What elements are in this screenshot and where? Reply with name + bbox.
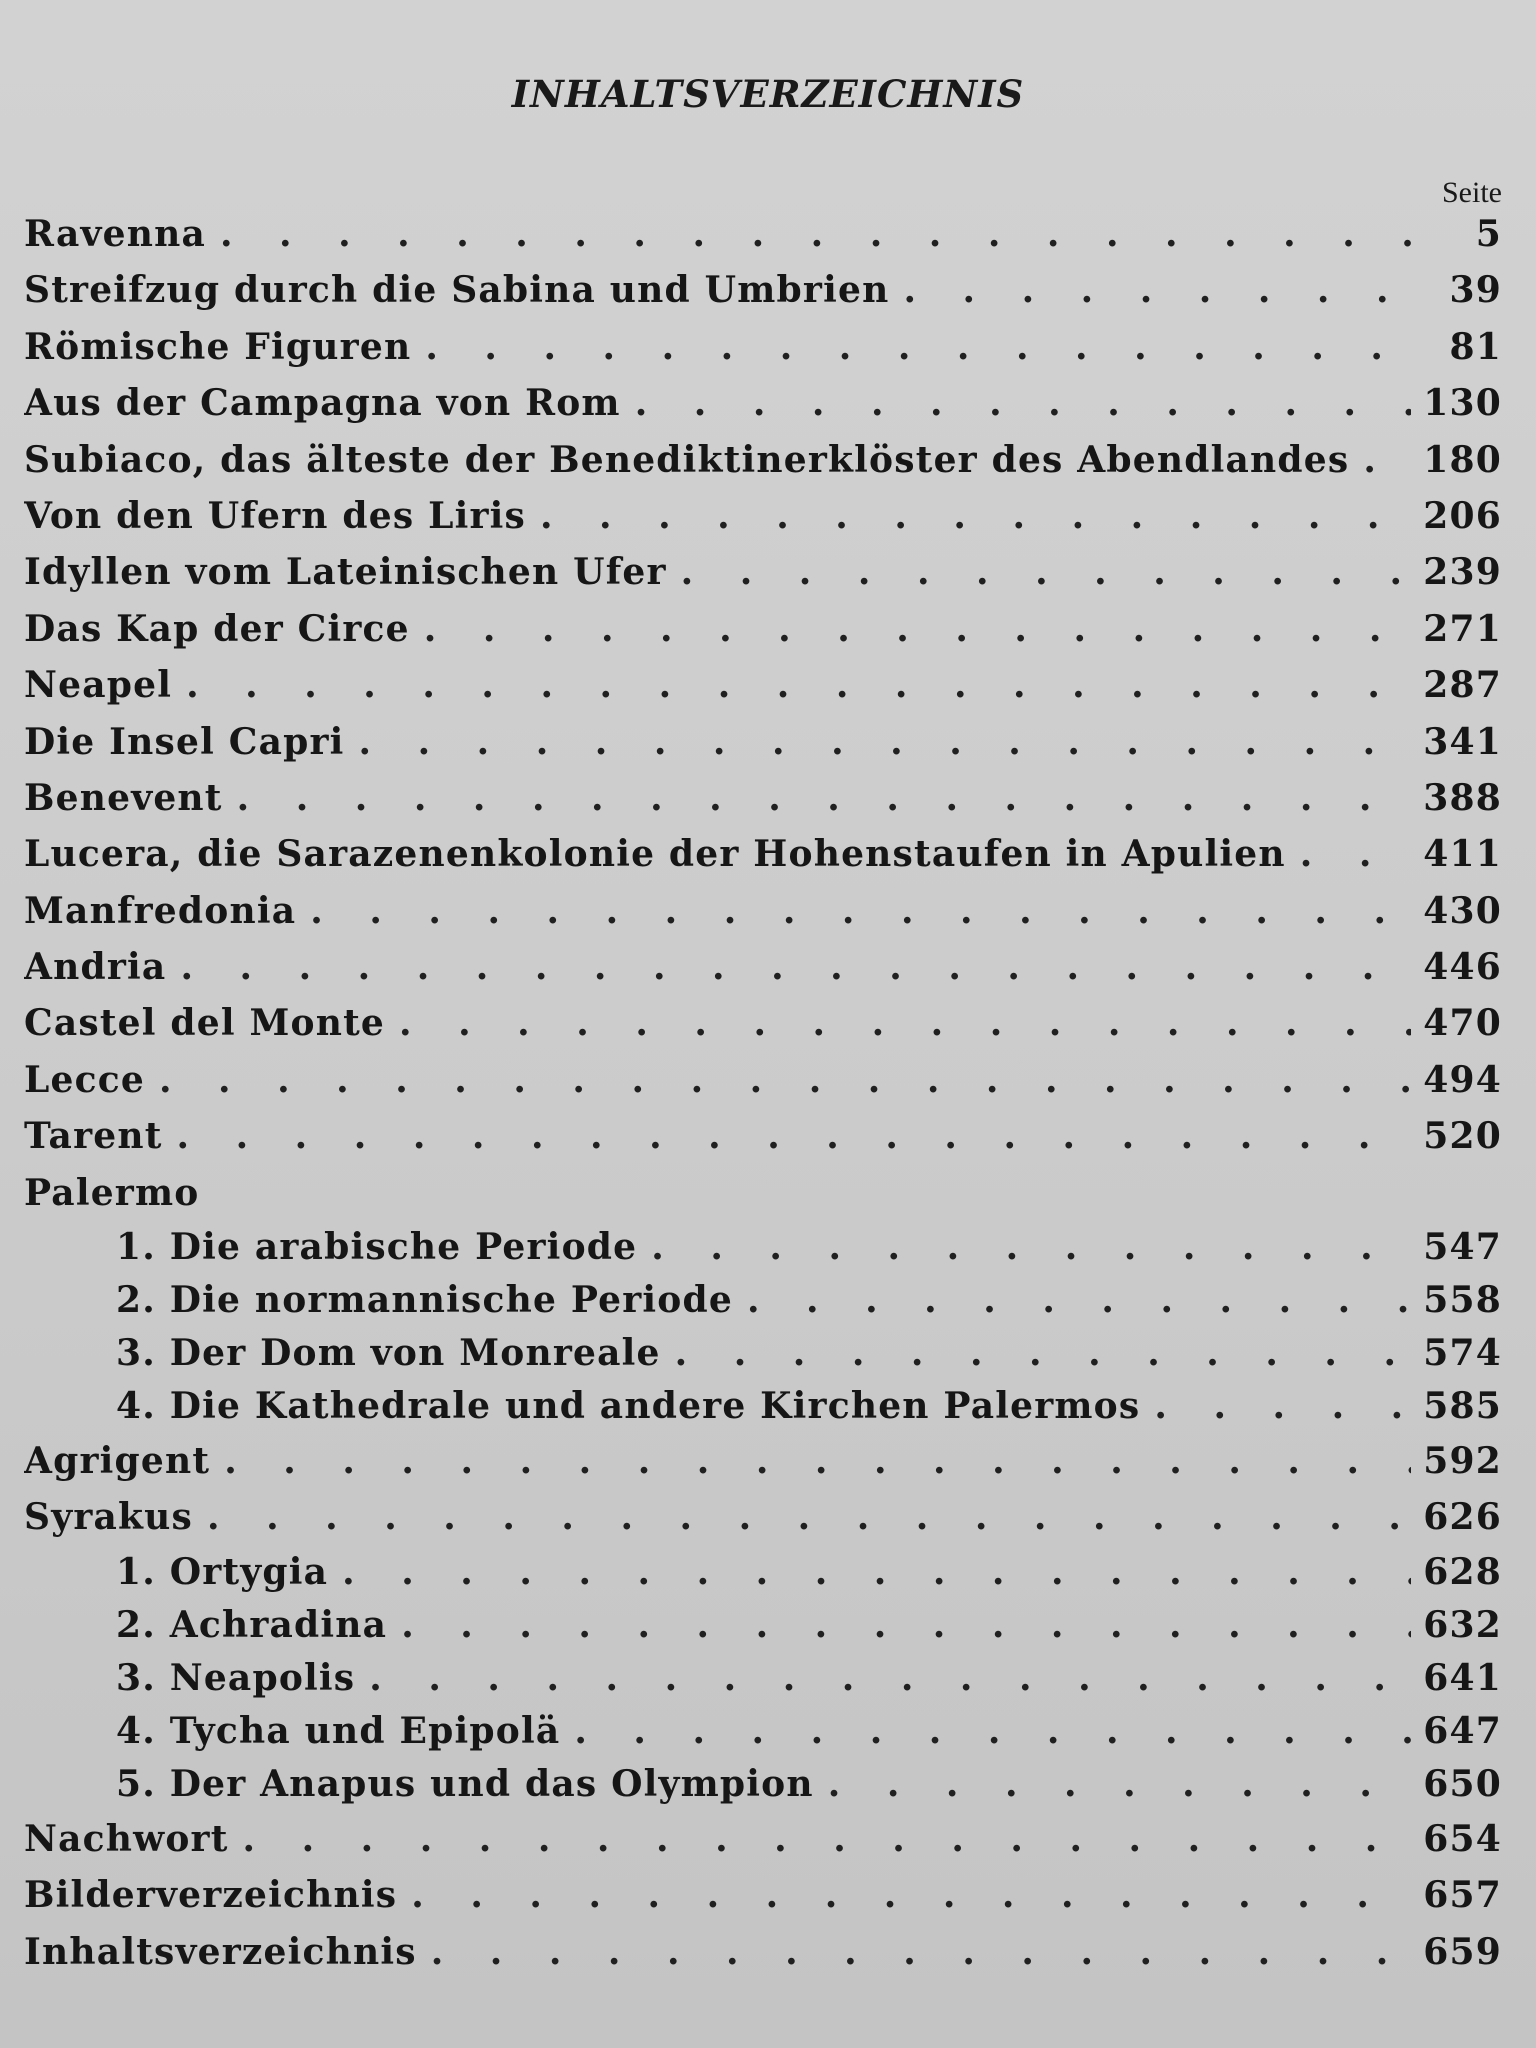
- toc-entry-page: 659: [1423, 1930, 1502, 1973]
- toc-subentry: [24, 1380, 1502, 1433]
- toc-entry: [24, 601, 1502, 657]
- toc-entry: [24, 1489, 1502, 1545]
- toc-entry-page: 430: [1423, 889, 1502, 932]
- toc-entry: [24, 770, 1502, 826]
- toc-entry-page: 239: [1423, 551, 1502, 594]
- toc-entry-page: 650: [1423, 1762, 1502, 1805]
- toc-entry-page: 5: [1475, 213, 1502, 255]
- leader-dots: [224, 1433, 1411, 1489]
- toc-subentry: [24, 1652, 1502, 1705]
- toc-entry-title: Agrigent: [24, 1440, 211, 1483]
- toc-subentry: [24, 1546, 1502, 1599]
- leader-dots: [237, 770, 1412, 826]
- leader-dots: [411, 1867, 1411, 1923]
- toc-entry-title: Von den Ufern des Liris: [24, 494, 526, 537]
- toc-subentry: [24, 1758, 1502, 1811]
- leader-dots: [243, 1811, 1412, 1867]
- toc-entry: [24, 1867, 1502, 1923]
- toc-entry-page: 626: [1423, 1496, 1502, 1539]
- toc-entry: [24, 1811, 1502, 1867]
- toc-entry-title: 4. Tycha und Epipolä: [116, 1709, 561, 1752]
- toc-entry-page: 585: [1423, 1385, 1502, 1428]
- toc-subentry: [24, 1221, 1502, 1274]
- leader-dots: [399, 995, 1411, 1051]
- leader-dots: [207, 1489, 1411, 1545]
- toc-entry-title: Römische Figuren: [24, 325, 412, 368]
- leader-dots: [574, 1705, 1411, 1758]
- toc-entry-title: Castel del Monte: [24, 1002, 386, 1045]
- toc-entry: [24, 714, 1502, 770]
- toc-entry-title: Tarent: [24, 1115, 163, 1158]
- toc-entry: [24, 883, 1502, 939]
- toc-subentry: [24, 1274, 1502, 1327]
- leader-dots: [180, 939, 1411, 995]
- toc-entry-page: 558: [1423, 1279, 1502, 1322]
- toc-entry-title: 5. Der Anapus und das Olympion: [116, 1762, 814, 1805]
- toc-entry: [24, 1108, 1502, 1164]
- toc-entry-title: Nachwort: [24, 1817, 229, 1860]
- toc-section-heading: [24, 1165, 1502, 1221]
- toc-entry: [24, 1052, 1502, 1108]
- leader-dots: [651, 1221, 1411, 1274]
- toc-entry-title: Das Kap der Circe: [24, 607, 410, 650]
- toc-entry-title: Palermo: [24, 1171, 200, 1214]
- toc-entry-title: Lucera, die Sarazenenkolonie der Hohenstaufen in Apulien: [24, 833, 1286, 876]
- toc-entry-page: 271: [1423, 607, 1502, 650]
- leader-dots: [1363, 432, 1411, 488]
- toc-entry: [24, 206, 1502, 262]
- toc-entry-page: 470: [1423, 1002, 1502, 1045]
- leader-dots: [1300, 826, 1412, 882]
- toc-entry: [24, 432, 1502, 488]
- toc-entry-page: 632: [1423, 1603, 1502, 1646]
- toc-entry-title: 3. Der Dom von Monreale: [116, 1332, 661, 1375]
- toc-entry-page: 287: [1423, 664, 1502, 707]
- toc-entry-title: Die Insel Capri: [24, 720, 345, 763]
- toc-entry-title: Neapel: [24, 664, 173, 707]
- toc-entry-page: 628: [1423, 1550, 1502, 1593]
- toc-entry-page: 592: [1423, 1440, 1502, 1483]
- page-column-header: Seite: [1442, 176, 1502, 209]
- toc-entry-title: Idyllen vom Lateinischen Ufer: [24, 551, 667, 594]
- toc-entry-page: 657: [1423, 1874, 1502, 1917]
- toc-entry-page: 180: [1423, 438, 1502, 481]
- leader-dots: [310, 883, 1411, 939]
- toc-entry-title: Ravenna: [24, 213, 206, 255]
- toc-entry-page: 81: [1449, 325, 1502, 368]
- toc-entry-page: 654: [1423, 1817, 1502, 1860]
- toc-entry-page: 446: [1423, 946, 1502, 989]
- leader-dots: [186, 657, 1411, 713]
- leader-dots: [177, 1108, 1412, 1164]
- toc-subentry: [24, 1599, 1502, 1652]
- toc-entry: [24, 1433, 1502, 1489]
- toc-entry-page: 641: [1423, 1656, 1502, 1699]
- toc-entry: [24, 375, 1502, 431]
- toc-entry-page: 494: [1423, 1058, 1502, 1101]
- leader-dots: [681, 544, 1412, 600]
- toc-entry-page: 39: [1449, 269, 1502, 312]
- toc-entry-title: 2. Die normannische Periode: [116, 1279, 733, 1322]
- toc-entry-title: Bilderverzeichnis: [24, 1874, 398, 1917]
- toc-entry-page: 647: [1423, 1709, 1502, 1752]
- toc-entry-title: Inhaltsverzeichnis: [24, 1930, 417, 1973]
- toc-entry: [24, 939, 1502, 995]
- leader-dots: [747, 1274, 1411, 1327]
- leader-dots: [828, 1758, 1412, 1811]
- toc-entry: [24, 657, 1502, 713]
- toc-entry-title: Subiaco, das älteste der Benediktinerklöster des Abendlandes: [24, 438, 1350, 481]
- leader-dots: [675, 1327, 1412, 1380]
- toc-entry: [24, 995, 1502, 1051]
- toc-entry-title: Aus der Campagna von Rom: [24, 382, 621, 425]
- toc-entry-page: 411: [1423, 833, 1502, 876]
- toc-entry-title: Manfredonia: [24, 889, 297, 932]
- leader-dots: [342, 1546, 1411, 1599]
- toc-entry-title: Andria: [24, 946, 167, 989]
- toc-entry-page: 547: [1423, 1226, 1502, 1269]
- toc-entry-page: 130: [1423, 382, 1502, 425]
- table-of-contents: [24, 206, 1502, 1980]
- leader-dots: [431, 1924, 1412, 1980]
- leader-dots: [1154, 1380, 1411, 1433]
- toc-entry: [24, 544, 1502, 600]
- leader-dots: [401, 1599, 1411, 1652]
- toc-entry-page: 388: [1423, 776, 1502, 819]
- toc-entry-title: 4. Die Kathedrale und andere Kirchen Palermos: [116, 1385, 1141, 1428]
- toc-entry-title: Syrakus: [24, 1496, 193, 1539]
- toc-entry-title: Lecce: [24, 1058, 145, 1101]
- toc-entry-title: Streifzug durch die Sabina und Umbrien: [24, 269, 890, 312]
- toc-entry-title: 2. Achradina: [116, 1603, 388, 1646]
- leader-dots: [369, 1652, 1411, 1705]
- leader-dots: [903, 262, 1420, 318]
- leader-dots: [220, 206, 1420, 262]
- toc-entry-title: 1. Ortygia: [116, 1550, 329, 1593]
- toc-subentry: [24, 1705, 1502, 1758]
- leader-dots: [540, 488, 1411, 544]
- toc-entry: [24, 319, 1502, 375]
- page-title: INHALTSVERZEICHNIS: [511, 72, 1025, 116]
- toc-entry: [24, 1924, 1502, 1980]
- leader-dots: [424, 601, 1411, 657]
- leader-dots: [635, 375, 1412, 431]
- toc-entry-page: 520: [1423, 1115, 1502, 1158]
- toc-entry-title: Benevent: [24, 776, 223, 819]
- leader-dots: [425, 319, 1420, 375]
- leader-dots: [159, 1052, 1411, 1108]
- toc-entry-title: 3. Neapolis: [116, 1656, 356, 1699]
- toc-entry: [24, 262, 1502, 318]
- toc-entry: [24, 826, 1502, 882]
- leader-dots: [359, 714, 1412, 770]
- toc-entry-page: 341: [1423, 720, 1502, 763]
- toc-entry-title: 1. Die arabische Periode: [116, 1226, 638, 1269]
- toc-entry-page: 574: [1423, 1332, 1502, 1375]
- toc-entry-page: 206: [1423, 494, 1502, 537]
- toc-subentry: [24, 1327, 1502, 1380]
- toc-entry: [24, 488, 1502, 544]
